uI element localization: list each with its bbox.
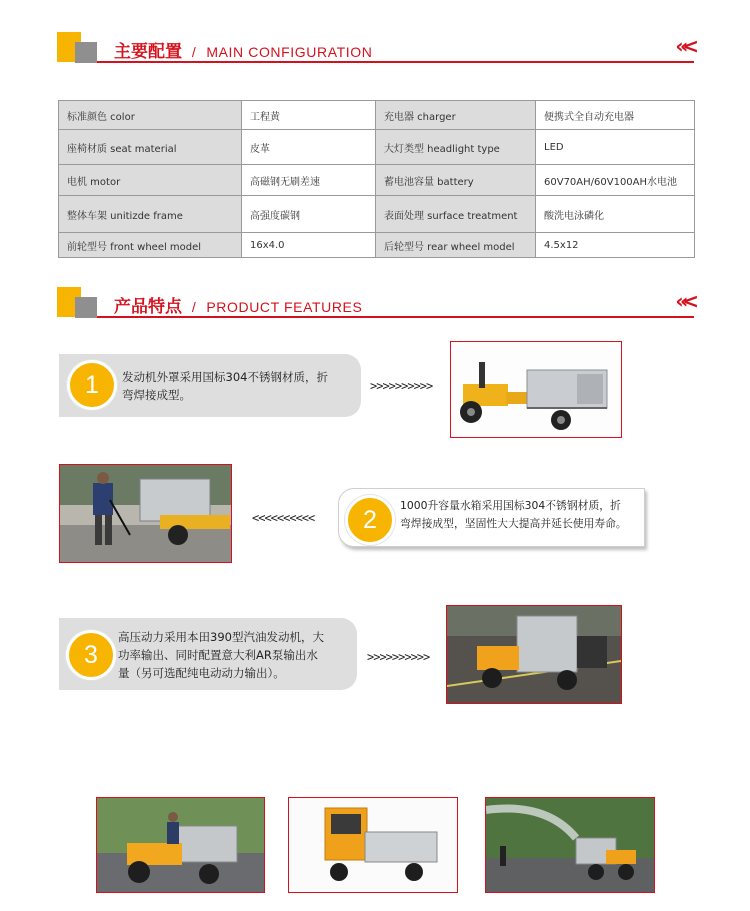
feature-2-number-badge: 2 xyxy=(345,495,395,545)
spec-key: 标准颜色 color xyxy=(59,101,242,130)
gallery-photo-spraying xyxy=(485,797,655,893)
spec-key: 前轮型号 front wheel model xyxy=(59,233,242,258)
spec-value: 酸洗电泳磷化 xyxy=(536,196,695,233)
section-header-config xyxy=(57,32,697,72)
section-title xyxy=(114,292,362,317)
spec-key: 充电器 charger xyxy=(376,101,536,130)
left-arrows-icon: <<<<<<<<<< xyxy=(252,511,315,525)
header-gray-square xyxy=(75,297,97,318)
title-cn: 产品特点 xyxy=(114,297,182,317)
spec-value: 4.5x12 xyxy=(536,233,695,258)
tricycle-street-photo xyxy=(446,605,622,704)
chevrons-icon: «< xyxy=(675,289,693,313)
spec-key: 蓄电池容量 battery xyxy=(376,165,536,196)
chevrons-icon: «< xyxy=(675,34,693,58)
title-slash: / xyxy=(191,299,197,315)
spec-value: 60V70AH/60V100AH水电池 xyxy=(536,165,695,196)
section-title xyxy=(114,37,372,62)
feature-text-line: 弯焊接成型，坚固性大大提高并延长使用寿命。 xyxy=(400,517,627,530)
section-header-features xyxy=(57,287,697,327)
spec-value: 16x4.0 xyxy=(242,233,376,258)
title-cn: 主要配置 xyxy=(114,42,182,62)
spec-value: 皮革 xyxy=(242,130,376,165)
spec-value: LED xyxy=(536,130,695,165)
spec-key: 大灯类型 headlight type xyxy=(376,130,536,165)
feature-text-line: 发动机外罩采用国标304不锈钢材质，折 xyxy=(122,370,328,384)
feature-text-line: 高压动力采用本田390型汽油发动机，大 xyxy=(118,630,324,644)
tricycle-washer-photo xyxy=(450,341,622,438)
feature-3-text xyxy=(118,628,354,682)
title-en: PRODUCT FEATURES xyxy=(206,299,363,315)
right-arrows-icon: >>>>>>>>>> xyxy=(367,650,430,664)
worker-washing-photo xyxy=(59,464,232,563)
spec-key: 整体车架 unitizde frame xyxy=(59,196,242,233)
title-en: MAIN CONFIGURATION xyxy=(206,44,373,60)
table-row xyxy=(59,165,695,196)
feature-3-number-badge: 3 xyxy=(66,630,116,680)
spec-key: 座椅材质 seat material xyxy=(59,130,242,165)
spec-table xyxy=(58,100,695,258)
feature-1-number-badge: 1 xyxy=(67,360,117,410)
spec-value: 高磁钢无刷差速 xyxy=(242,165,376,196)
feature-text-line: 弯焊接成型。 xyxy=(122,388,191,402)
table-row xyxy=(59,233,695,258)
spec-key: 后轮型号 rear wheel model xyxy=(376,233,536,258)
gallery-photo-rider xyxy=(96,797,265,893)
header-gray-square xyxy=(75,42,97,63)
feature-text-line: 1000升容量水箱采用国标304不锈钢材质，折 xyxy=(400,499,621,512)
table-row xyxy=(59,196,695,233)
feature-2-text xyxy=(400,497,645,533)
table-row xyxy=(59,130,695,165)
gallery-photo-cabin xyxy=(288,797,458,893)
title-slash: / xyxy=(191,44,197,60)
feature-1-text xyxy=(122,368,358,404)
spec-key: 电机 motor xyxy=(59,165,242,196)
spec-key: 表面处理 surface treatment xyxy=(376,196,536,233)
table-row xyxy=(59,101,695,130)
feature-text-line: 量（另可选配纯电动动力输出）。 xyxy=(118,666,285,680)
spec-value: 工程黄 xyxy=(242,101,376,130)
feature-text-line: 功率输出、同时配置意大利AR泵输出水 xyxy=(118,648,318,662)
spec-value: 便携式全自动充电器 xyxy=(536,101,695,130)
right-arrows-icon: >>>>>>>>>> xyxy=(370,379,433,393)
spec-value: 高强度碳钢 xyxy=(242,196,376,233)
